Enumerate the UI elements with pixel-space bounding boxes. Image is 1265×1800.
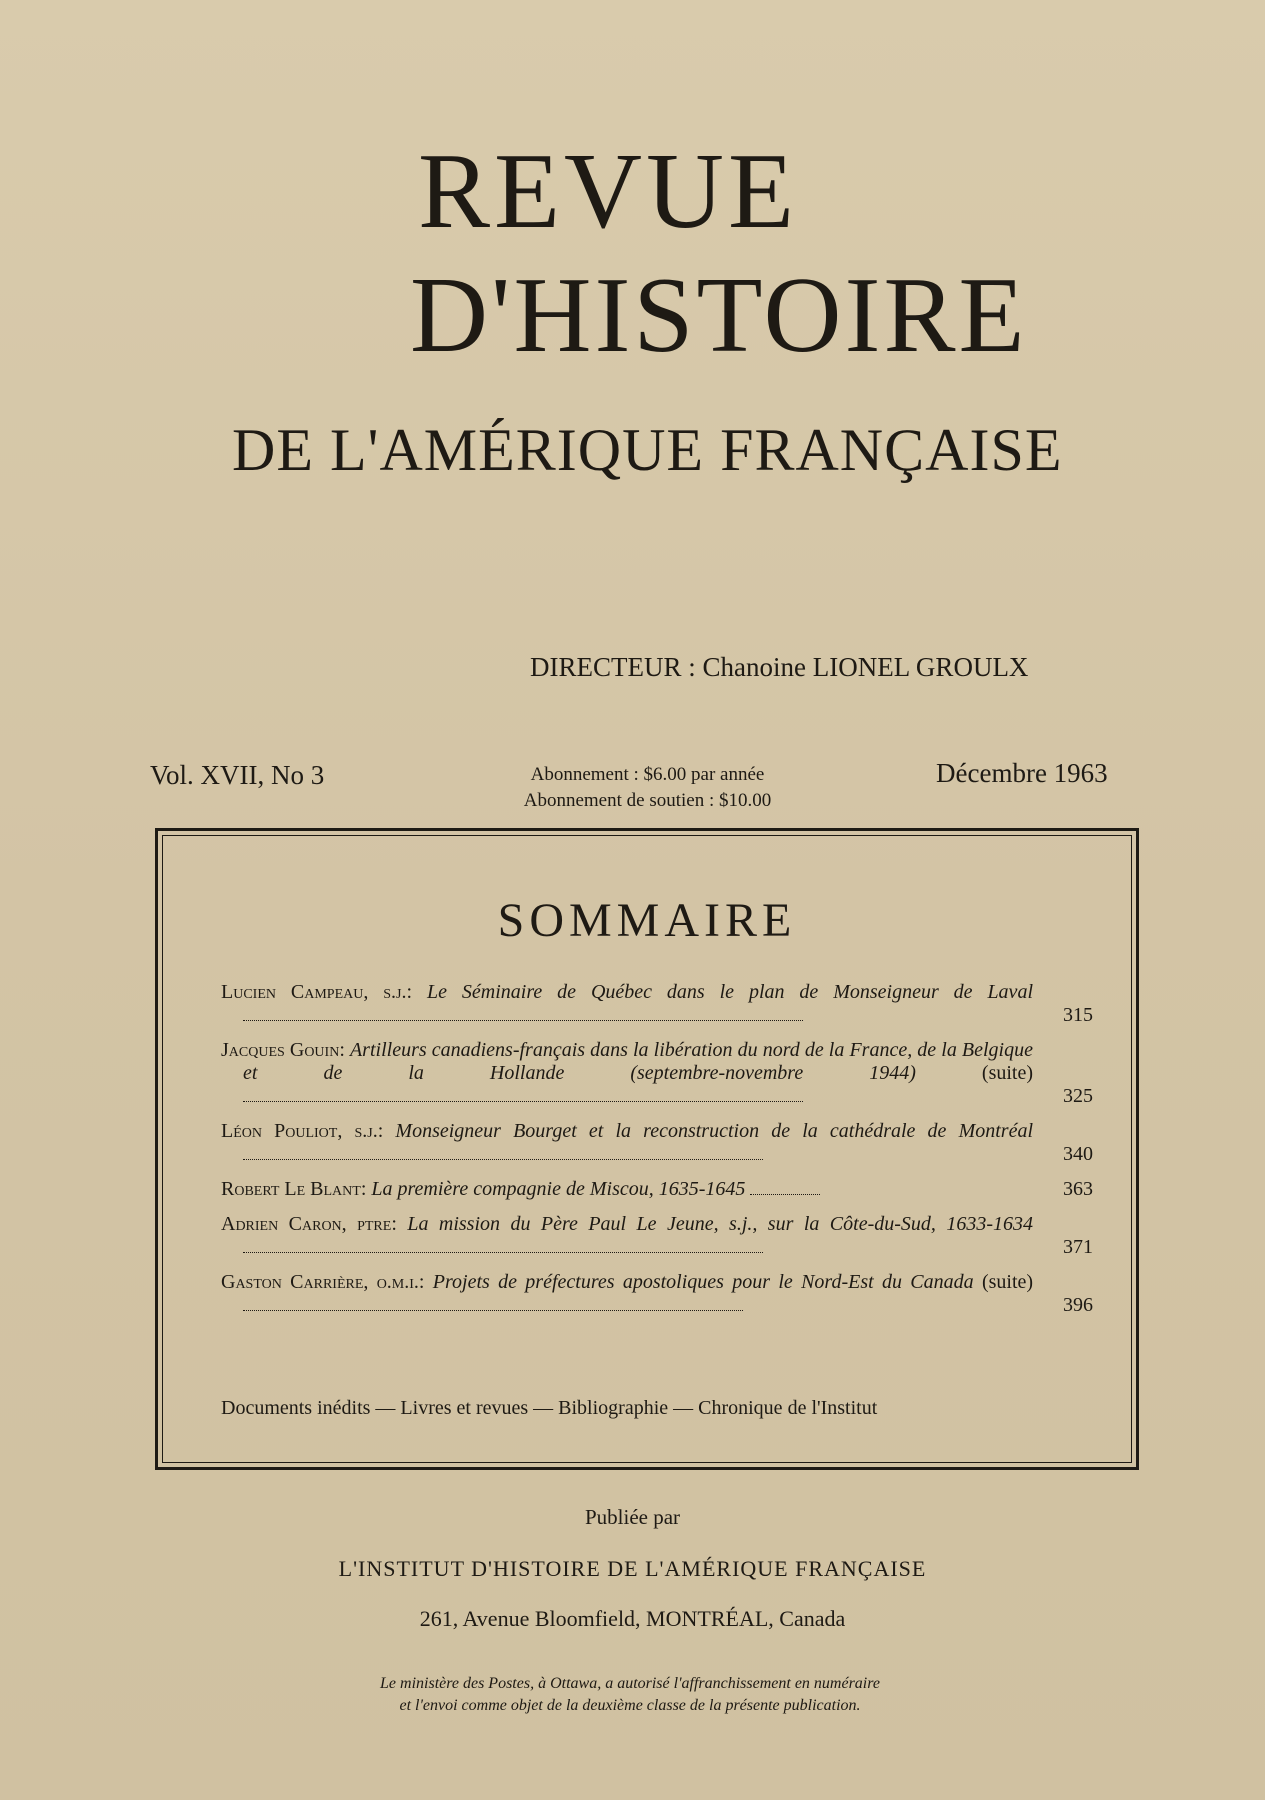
contents-box (155, 828, 1139, 1470)
toc-title: Artilleurs canadiens-français dans la libération du nord de la France, de la Belgique et de la Hollande (septembre-novembre 1944) (243, 1039, 1033, 1084)
toc-page-number: 371 (1063, 1236, 1093, 1258)
postal-notice-line-2: et l'envoi comme objet de la deuxième classe de la présente publication. (399, 1697, 861, 1714)
subscription-info (470, 762, 825, 814)
toc-entry (221, 1178, 1093, 1201)
toc-author: Lucien Campeau, s.j.: (221, 981, 413, 1003)
subscription-support: Abonnement de soutien : $10.00 (523, 790, 772, 811)
toc-title: Projets de préfectures apostoliques pour le Nord-Est du Canada (432, 1271, 974, 1293)
toc-author: Léon Pouliot, s.j.: (221, 1120, 384, 1142)
published-by: Publiée par (584, 1505, 681, 1529)
toc-entry (221, 1039, 1093, 1108)
toc-title: La première compagnie de Miscou, 1635-1645 (371, 1178, 746, 1200)
title-subtitle: DE L'AMÉRIQUE FRANÇAISE (232, 417, 1063, 483)
dot-leader (243, 1101, 803, 1102)
toc-page-number: 363 (1063, 1178, 1093, 1200)
toc-title: Monseigneur Bourget et la reconstruction de la cathédrale de Montréal (395, 1120, 1033, 1142)
title-line-histoire: D'HISTOIRE (410, 256, 1028, 375)
toc-author: Robert Le Blant: (221, 1178, 367, 1200)
toc-page-number: 396 (1063, 1294, 1093, 1316)
toc-page-number: 340 (1063, 1143, 1093, 1165)
dot-leader (750, 1194, 820, 1195)
toc-page-number: 315 (1063, 1004, 1093, 1026)
toc-entry (221, 981, 1093, 1027)
dot-leader (243, 1310, 743, 1311)
toc-author: Adrien Caron, ptre: (221, 1213, 397, 1235)
director-line: DIRECTEUR : Chanoine LIONEL GROULX (530, 652, 1029, 682)
postal-notice (250, 1673, 1010, 1717)
dot-leader (243, 1159, 763, 1160)
contents-heading: SOMMAIRE (497, 894, 797, 947)
toc-title: Le Séminaire de Québec dans le plan de Monseigneur de Laval (426, 981, 1033, 1003)
toc-author: Jacques Gouin: (221, 1039, 345, 1061)
publisher-address: 261, Avenue Bloomfield, MONTRÉAL, Canada (419, 1606, 846, 1631)
toc-suffix: (suite) (981, 1271, 1034, 1293)
toc-author: Gaston Carrière, o.m.i.: (221, 1271, 425, 1293)
contents-sections: Documents inédits — Livres et revues — Bibliographie — Chronique de l'Institut (221, 1397, 878, 1419)
dot-leader (243, 1020, 803, 1021)
volume-number: Vol. XVII, No 3 (150, 760, 325, 790)
toc-suffix: (suite) (981, 1062, 1033, 1084)
toc-title: La mission du Père Paul Le Jeune, s.j., sur la Côte-du-Sud, 1633-1634 (407, 1213, 1033, 1235)
toc-entry (221, 1271, 1093, 1317)
issue-date: Décembre 1963 (936, 758, 1108, 788)
toc-entry (221, 1213, 1093, 1259)
contents-list (221, 981, 1093, 1329)
publisher-institute: L'INSTITUT D'HISTOIRE DE L'AMÉRIQUE FRANÇAISE (338, 1556, 927, 1581)
toc-page-number: 325 (1063, 1085, 1093, 1107)
postal-notice-line-1: Le ministère des Postes, à Ottawa, a autorisé l'affranchissement en numéraire (380, 1675, 880, 1692)
title-line-revue: REVUE (418, 132, 798, 251)
subscription-regular: Abonnement : $6.00 par année (530, 764, 765, 785)
toc-entry (221, 1120, 1093, 1166)
dot-leader (243, 1252, 763, 1253)
